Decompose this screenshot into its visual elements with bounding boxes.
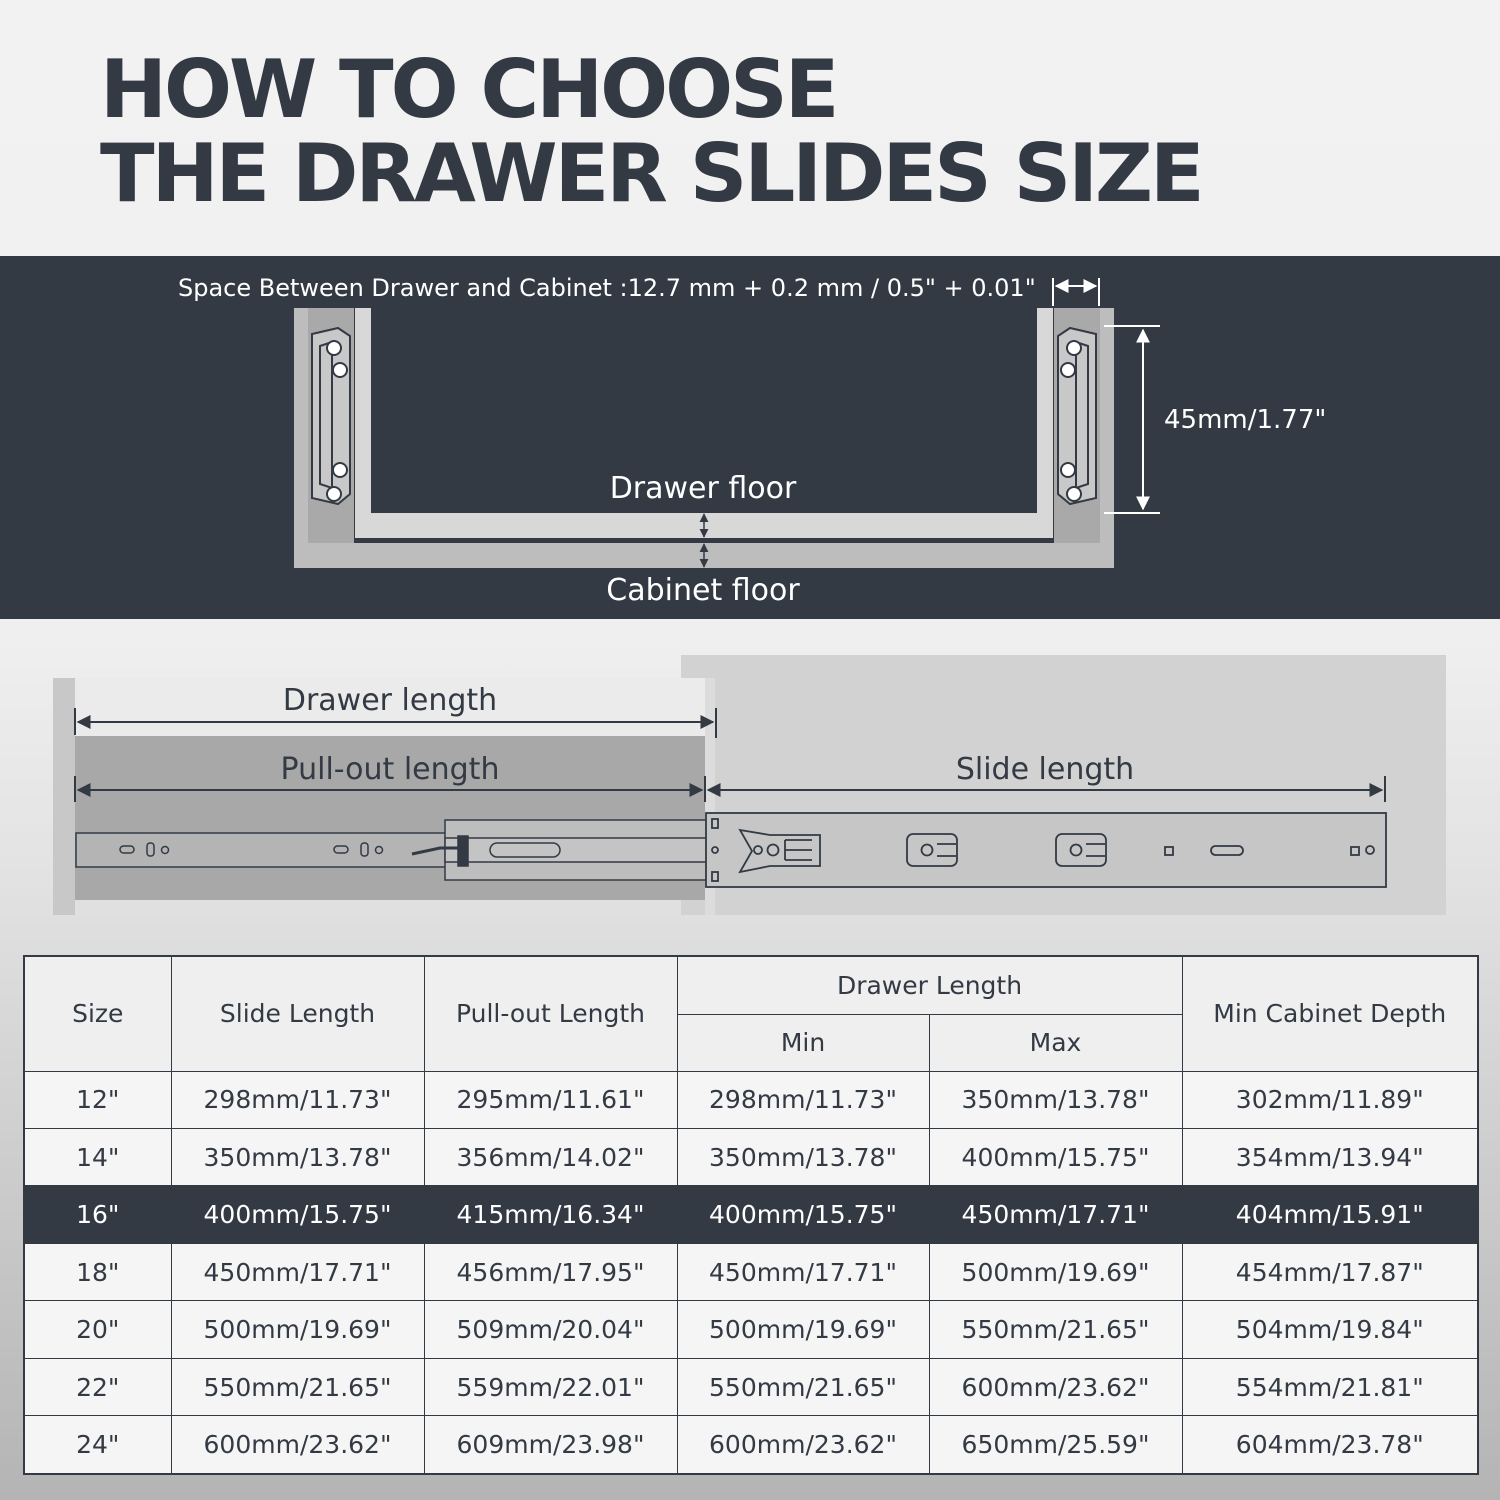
table-row	[24, 1186, 1478, 1243]
header-pullout-length: Pull-out Length	[424, 956, 677, 1071]
cell-drawer-max: 350mm/13.78"	[929, 1071, 1182, 1128]
cell-size: 20"	[24, 1301, 171, 1358]
cell-drawer-max: 550mm/21.65"	[929, 1301, 1182, 1358]
cell-drawer-max: 500mm/19.69"	[929, 1243, 1182, 1300]
cell-pullout-length: 415mm/16.34"	[424, 1186, 677, 1243]
side-view-diagram	[0, 640, 1500, 930]
right-slide-profile	[1058, 328, 1096, 504]
cell-size: 18"	[24, 1243, 171, 1300]
title-line-2: THE DRAWER SLIDES SIZE	[100, 127, 1202, 220]
cell-pullout-length: 609mm/23.98"	[424, 1416, 677, 1474]
cell-slide-length: 600mm/23.62"	[171, 1416, 424, 1474]
cell-size: 12"	[24, 1071, 171, 1128]
cell-min-cabinet-depth: 354mm/13.94"	[1182, 1128, 1478, 1185]
gap-label: Space Between Drawer and Cabinet :12.7 mm + 0.2 mm / 0.5" + 0.01"	[178, 274, 1036, 302]
cell-slide-length: 298mm/11.73"	[171, 1071, 424, 1128]
size-table	[23, 955, 1479, 1475]
cell-slide-length: 450mm/17.71"	[171, 1243, 424, 1300]
cell-size: 22"	[24, 1358, 171, 1415]
drawer-floor-label: Drawer floor	[609, 471, 797, 506]
header-drawer-min: Min	[677, 1014, 929, 1071]
cell-slide-length: 350mm/13.78"	[171, 1128, 424, 1185]
cell-min-cabinet-depth: 504mm/19.84"	[1182, 1301, 1478, 1358]
table-row	[24, 1243, 1478, 1300]
cell-pullout-length: 456mm/17.95"	[424, 1243, 677, 1300]
cell-min-cabinet-depth: 454mm/17.87"	[1182, 1243, 1478, 1300]
cell-drawer-max: 450mm/17.71"	[929, 1186, 1182, 1243]
drawer-length-label: Drawer length	[282, 683, 498, 718]
cross-section-diagram	[0, 256, 1500, 619]
table-row	[24, 1301, 1478, 1358]
table-row	[24, 1128, 1478, 1185]
cell-slide-length: 550mm/21.65"	[171, 1358, 424, 1415]
cross-section-svg	[0, 256, 1500, 619]
cell-size: 14"	[24, 1128, 171, 1185]
cell-pullout-length: 509mm/20.04"	[424, 1301, 677, 1358]
gap-dimension	[1053, 278, 1099, 306]
table-row	[24, 1071, 1478, 1128]
cell-drawer-max: 650mm/25.59"	[929, 1416, 1182, 1474]
cell-drawer-max: 400mm/15.75"	[929, 1128, 1182, 1185]
table-row	[24, 1358, 1478, 1415]
slide-rail-fixed	[706, 813, 1386, 887]
cell-drawer-min: 350mm/13.78"	[677, 1128, 929, 1185]
cell-size: 16"	[24, 1186, 171, 1243]
cell-pullout-length: 295mm/11.61"	[424, 1071, 677, 1128]
cell-min-cabinet-depth: 604mm/23.78"	[1182, 1416, 1478, 1474]
header-drawer-length: Drawer Length	[677, 956, 1182, 1014]
cell-drawer-max: 600mm/23.62"	[929, 1358, 1182, 1415]
cell-slide-length: 400mm/15.75"	[171, 1186, 424, 1243]
cell-min-cabinet-depth: 554mm/21.81"	[1182, 1358, 1478, 1415]
header-min-cabinet-depth: Min Cabinet Depth	[1182, 956, 1478, 1071]
table-body	[24, 1071, 1478, 1474]
cell-drawer-min: 600mm/23.62"	[677, 1416, 929, 1474]
drawer-front	[53, 678, 75, 915]
cell-pullout-length: 356mm/14.02"	[424, 1128, 677, 1185]
cell-pullout-length: 559mm/22.01"	[424, 1358, 677, 1415]
header-drawer-max: Max	[929, 1014, 1182, 1071]
cell-drawer-min: 450mm/17.71"	[677, 1243, 929, 1300]
cell-size: 24"	[24, 1416, 171, 1474]
cell-drawer-min: 500mm/19.69"	[677, 1301, 929, 1358]
cell-min-cabinet-depth: 302mm/11.89"	[1182, 1071, 1478, 1128]
cabinet-floor-label: Cabinet floor	[606, 573, 800, 608]
left-slide-profile	[312, 328, 350, 504]
header-slide-length: Slide Length	[171, 956, 424, 1071]
cell-drawer-min: 298mm/11.73"	[677, 1071, 929, 1128]
cell-drawer-min: 550mm/21.65"	[677, 1358, 929, 1415]
slide-length-label: Slide length	[955, 752, 1135, 787]
cell-drawer-min: 400mm/15.75"	[677, 1186, 929, 1243]
pullout-length-label: Pull-out length	[280, 752, 500, 787]
cell-min-cabinet-depth: 404mm/15.91"	[1182, 1186, 1478, 1243]
title-line-1: HOW TO CHOOSE	[100, 43, 837, 136]
height-label: 45mm/1.77"	[1164, 405, 1327, 435]
table-row	[24, 1416, 1478, 1474]
header-size: Size	[24, 956, 171, 1071]
cell-slide-length: 500mm/19.69"	[171, 1301, 424, 1358]
page-title	[100, 43, 1202, 220]
